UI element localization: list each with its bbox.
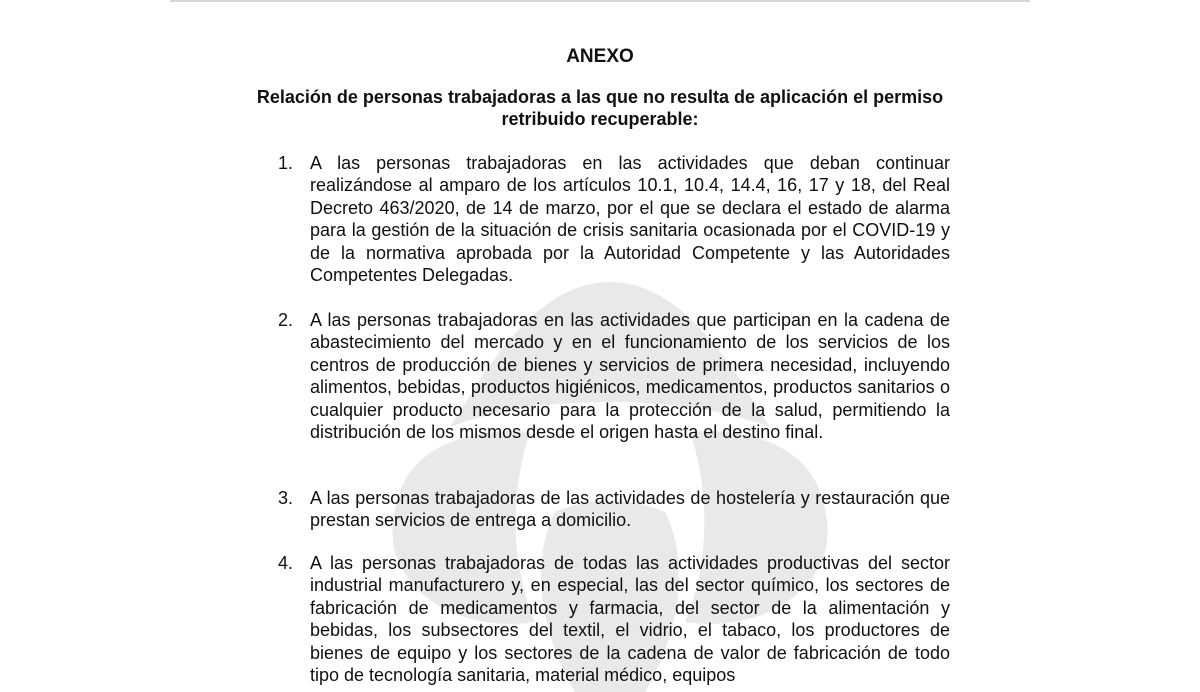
list-item-number: 3. <box>278 488 294 508</box>
list-item-number: 2. <box>278 310 294 330</box>
list-item-number: 4. <box>278 553 294 573</box>
list-item <box>278 152 950 286</box>
list-item <box>278 552 950 686</box>
top-divider <box>170 0 1030 2</box>
list-item <box>278 309 950 443</box>
document-title: ANEXO <box>566 46 634 67</box>
list-item <box>278 487 950 532</box>
list-item-text: A las personas trabajadoras en las actividades que deban continuar realizándose al amparo de los artículos 10.1, 10.4, 14.4, 16, 17 y 18, del Real Decreto 463/2020, de 14 de marzo, por el que se declara el estado de alarma para la gestión de la situación de crisis sanitaria ocasionada por el COVID-19 y de la normativa aprobada por la Autoridad Competente y las Autoridades Competentes Delegadas. <box>310 153 950 286</box>
list-item-text: A las personas trabajadoras de las actividades de hostelería y restauración que prestan servicios de entrega a domicilio. <box>310 488 950 531</box>
list-item-number: 1. <box>278 153 294 173</box>
list-item-text: A las personas trabajadoras en las actividades que participan en la cadena de abastecimiento del mercado y en el funcionamiento de los servicios de los centros de producción de bienes y servicios de primera necesidad, incluyendo alimentos, bebidas, productos higiénicos, medicamentos, productos sanitarios o cualquier producto necesario para la protección de la salud, permitiendo la distribución de los mismos desde el origen hasta el destino final. <box>310 310 950 443</box>
document-subtitle: Relación de personas trabajadoras a las que no resulta de aplicación el permiso retribuido recuperable: <box>256 87 944 129</box>
list-item-text: A las personas trabajadoras de todas las actividades productivas del sector industrial manufacturero y, en especial, las del sector químico, los sectores de fabricación de medicamentos y farmacia, del sector de la alimentación y bebidas, los subsectores del textil, el vidrio, el tabaco, los productores de bienes de equipo y los sectores de la cadena de valor de fabricación de todo tipo de tecnología sanitaria, material médico, equipos <box>310 553 950 686</box>
